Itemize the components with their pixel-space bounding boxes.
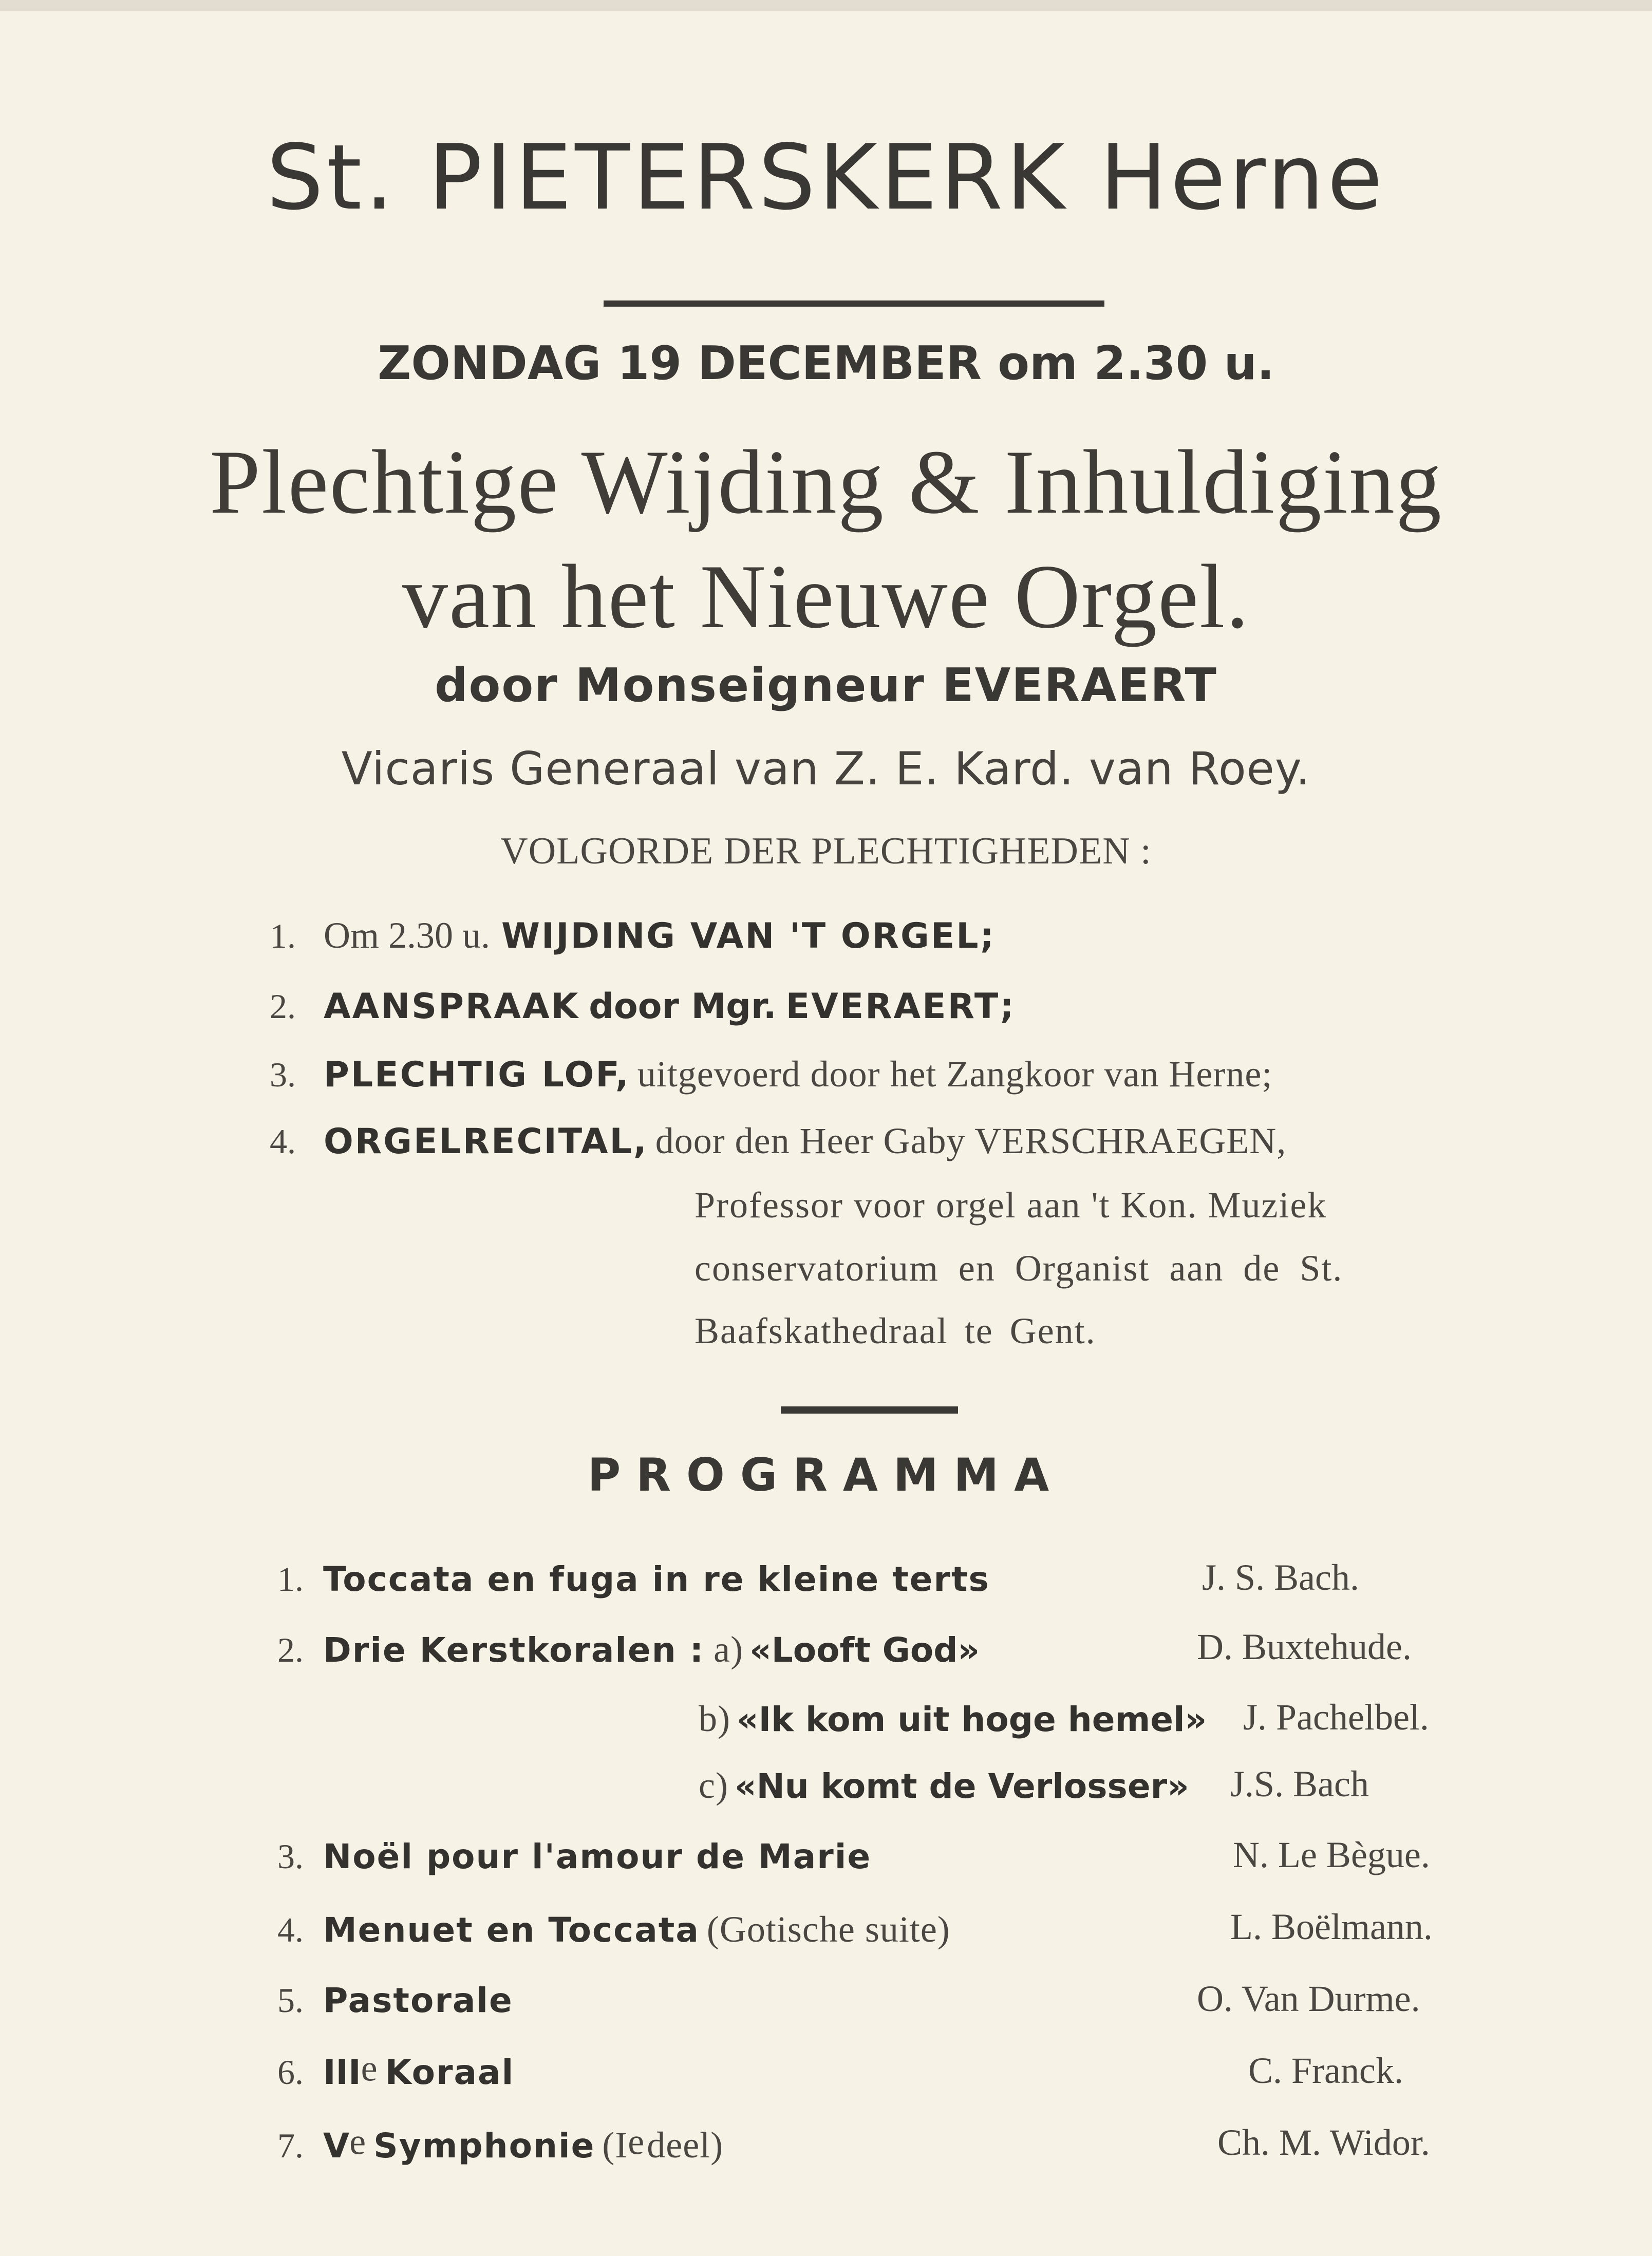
piece-title: Noël pour l'amour de Marie — [323, 1837, 872, 1876]
ceremony-item-4-continuation-3: Baafskathedraal te Gent. — [694, 1310, 1096, 1351]
piece-title-rest: Symphonie — [373, 2126, 595, 2166]
programma-item-5 — [277, 1980, 513, 2021]
programma-item-1 — [277, 1559, 990, 1600]
item-mid: door Mgr. — [589, 986, 777, 1027]
item-number: 2. — [270, 987, 296, 1026]
item-number: 3. — [270, 1055, 296, 1094]
composer-3: N. Le Bègue. — [1233, 1834, 1430, 1875]
vicar-line: Vicaris Generaal van Z. E. Kard. van Roey. — [341, 742, 1311, 795]
piece-title: Toccata en fuga in re kleine terts — [323, 1559, 990, 1599]
programma-title: PROGRAMMA — [587, 1449, 1065, 1501]
sub-letter: c) — [699, 1765, 728, 1806]
superscript: e — [349, 2121, 367, 2163]
piece-title-rest: Koraal — [385, 2053, 515, 2092]
item-name: EVERAERT — [785, 986, 1000, 1027]
superscript: e — [361, 2047, 378, 2089]
sub-title: «Looft God» — [749, 1630, 980, 1670]
order-title: VOLGORDE DER PLECHTIGHEDEN : — [500, 830, 1152, 872]
piece-extra: (Gotische suite) — [706, 1909, 950, 1950]
item-number: 4. — [277, 1910, 304, 1949]
ceremony-item-4 — [270, 1120, 1286, 1162]
sub-letter: b) — [699, 1698, 730, 1739]
piece-title-main: V — [323, 2126, 350, 2166]
programma-item-6 — [277, 2047, 515, 2093]
item-title: WIJDING VAN 'T ORGEL — [501, 916, 980, 956]
composer-2a: D. Buxtehude. — [1197, 1626, 1412, 1667]
item-title: ORGELRECITAL, — [324, 1121, 648, 1162]
event-date: ZONDAG 19 DECEMBER om 2.30 u. — [378, 336, 1274, 390]
church-title: St. PIETERSKERK Herne — [266, 126, 1386, 230]
programma-item-4 — [277, 1908, 950, 1951]
programma-item-2c — [699, 1764, 1189, 1807]
ceremony-item-3 — [270, 1053, 1272, 1096]
composer-7: Ch. M. Widor. — [1217, 2122, 1430, 2163]
composer-2b: J. Pachelbel. — [1243, 1697, 1429, 1738]
sub-letter: a) — [714, 1629, 744, 1670]
piece-title: Drie Kerstkoralen : — [323, 1630, 705, 1670]
superscript: e — [628, 2121, 645, 2163]
programma-item-2 — [277, 1628, 980, 1671]
item-title: PLECHTIG LOF, — [324, 1055, 630, 1095]
item-text: uitgevoerd door het Zangkoor van Herne; — [637, 1054, 1273, 1095]
item-number: 2. — [277, 1630, 304, 1669]
item-number: 1. — [270, 916, 296, 955]
programma-item-7 — [277, 2121, 724, 2167]
title-divider — [604, 300, 1104, 307]
piece-title: Menuet en Toccata — [323, 1910, 700, 1950]
composer-1: J. S. Bach. — [1202, 1557, 1359, 1598]
section-divider — [781, 1406, 958, 1414]
item-title: AANSPRAAK — [324, 986, 580, 1027]
item-number: 6. — [277, 2053, 304, 2092]
item-suffix: ; — [980, 916, 994, 956]
ceremony-item-2 — [270, 986, 1014, 1027]
composer-5: O. Van Durme. — [1197, 1978, 1420, 2019]
piece-title: Pastorale — [323, 1981, 513, 2020]
programma-item-3 — [277, 1836, 871, 1877]
heading-line-1: Plechtige Wijding & Inhuldiging — [210, 431, 1442, 533]
page-top-edge — [0, 0, 1652, 11]
programma-item-2b — [699, 1698, 1207, 1740]
item-number: 1. — [277, 1559, 304, 1599]
item-number: 5. — [277, 1981, 304, 2020]
composer-2c: J.S. Bach — [1230, 1763, 1369, 1804]
piece-title-main: III — [323, 2053, 361, 2092]
item-number: 3. — [277, 1837, 304, 1876]
item-time: Om 2.30 u. — [324, 915, 490, 956]
item-suffix: ; — [1000, 986, 1014, 1027]
composer-4: L. Boëlmann. — [1230, 1906, 1433, 1947]
piece-extra-main: (I — [602, 2125, 628, 2166]
by-line: door Monseigneur EVERAERT — [435, 659, 1217, 712]
sub-title: «Nu komt de Verlosser» — [734, 1766, 1189, 1806]
item-text: door den Heer Gaby VERSCHRAEGEN, — [655, 1120, 1287, 1161]
sub-title: «Ik kom uit hoge hemel» — [736, 1700, 1207, 1739]
ceremony-item-4-continuation-1: Professor voor orgel aan 't Kon. Muziek — [694, 1185, 1327, 1226]
composer-6: C. Franck. — [1248, 2050, 1403, 2091]
ceremony-item-4-continuation-2: conservatorium en Organist aan de St. — [694, 1248, 1343, 1289]
item-number: 7. — [277, 2126, 304, 2165]
heading-line-2: van het Nieuwe Orgel. — [402, 546, 1250, 647]
ceremony-item-1 — [270, 914, 994, 957]
piece-extra-rest: deel) — [647, 2125, 724, 2166]
item-number: 4. — [270, 1122, 296, 1161]
